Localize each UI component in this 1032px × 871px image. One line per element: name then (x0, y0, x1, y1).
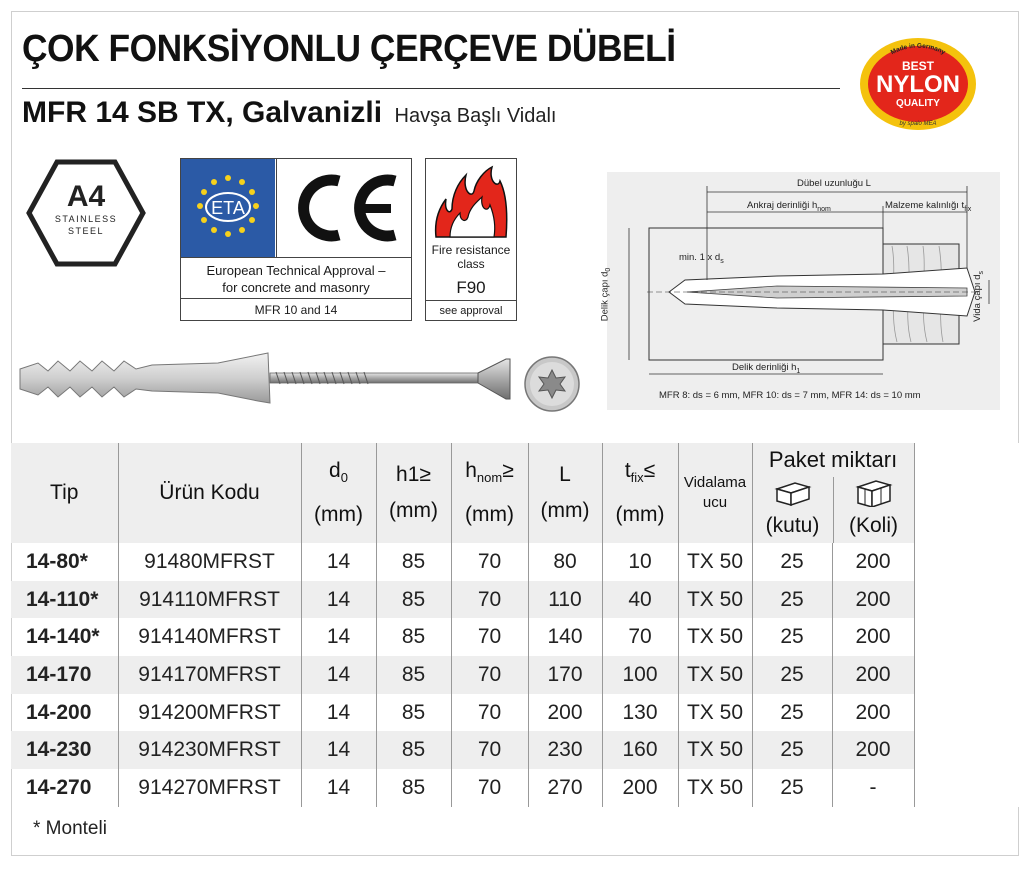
diagram-hole-diameter: Delik çapı $d_0$ (599, 267, 613, 322)
a4-grade-text: A4 (66, 180, 106, 213)
cell-tip: 14-80* (11, 543, 118, 581)
cell-d0: 14 (301, 543, 376, 581)
cell-tfix: 100 (602, 656, 678, 694)
cell-length: 80 (528, 543, 602, 581)
cell-h1: 85 (376, 543, 451, 581)
header-d0: $d_0$ (mm) (301, 443, 376, 543)
cell-code: 914170MFRST (118, 656, 301, 694)
header-drive: Vidalama ucu (678, 443, 752, 543)
cell-d0: 14 (301, 656, 376, 694)
cell-spacer (914, 656, 1019, 694)
cell-spacer (914, 543, 1019, 581)
cell-code: 914140MFRST (118, 618, 301, 656)
header-package (752, 443, 914, 543)
cell-hnom: 70 (451, 543, 528, 581)
cell-tip: 14-110* (11, 581, 118, 619)
header-kutu-label: (kutu) (765, 514, 820, 537)
table-header-row (11, 443, 1019, 543)
cell-kutu: 25 (752, 543, 832, 581)
diagram-footnote: MFR 8: ds = 6 mm, MFR 10: ds = 7 mm, MFR 14: ds = 10 mm (659, 390, 921, 401)
cell-kutu: 25 (752, 769, 832, 807)
product-image-anchor-with-screw (18, 345, 518, 415)
cell-spacer (914, 769, 1019, 807)
a4-line2-text: STEEL (67, 226, 105, 236)
cell-d0: 14 (301, 731, 376, 769)
diagram-anchor-depth: Ankraj derinliği $h_{nom}$ (747, 200, 831, 213)
page-title: ÇOK FONKSİYONLU ÇERÇEVE DÜBELİ (22, 28, 676, 70)
diagram-material-thickness: Malzeme kalınlığı $t_{fix}$ (885, 200, 972, 213)
cell-code: 91480MFRST (118, 543, 301, 581)
cell-hnom: 70 (451, 618, 528, 656)
cell-kutu: 25 (752, 656, 832, 694)
box-icon (773, 477, 813, 507)
cell-length: 170 (528, 656, 602, 694)
cell-drive: TX 50 (678, 731, 752, 769)
fire-line2: class (457, 257, 485, 271)
header-hnom: $h_{nom}\ge$ (mm) (451, 443, 528, 543)
eta-approval-line1: European Technical Approval – (206, 263, 386, 278)
table-row (11, 656, 1019, 694)
eta-approval-box (180, 158, 412, 321)
flame-icon (426, 159, 516, 241)
header-carton-unit (834, 477, 914, 543)
cell-d0: 14 (301, 694, 376, 732)
cell-hnom: 70 (451, 769, 528, 807)
table-row (11, 618, 1019, 656)
cell-drive: TX 50 (678, 543, 752, 581)
header-code: Ürün Kodu (118, 443, 301, 543)
fire-resistance-box (425, 158, 517, 321)
cell-tfix: 40 (602, 581, 678, 619)
badge-bottom-text: by spalo MEA (899, 121, 937, 127)
cell-d0: 14 (301, 769, 376, 807)
cell-tip: 14-140* (11, 618, 118, 656)
a4-stainless-steel-badge (25, 158, 147, 268)
header-box-unit (753, 477, 834, 543)
cell-length: 270 (528, 769, 602, 807)
cell-code: 914110MFRST (118, 581, 301, 619)
cell-d0: 14 (301, 581, 376, 619)
cell-hnom: 70 (451, 581, 528, 619)
footnote-monteli: * Monteli (33, 818, 107, 839)
table-row (11, 543, 1019, 581)
cell-length: 200 (528, 694, 602, 732)
fire-class-text (426, 243, 516, 271)
cell-koli: 200 (832, 543, 914, 581)
cell-code: 914200MFRST (118, 694, 301, 732)
header-h1: h1≥ (mm) (376, 443, 451, 543)
cell-hnom: 70 (451, 731, 528, 769)
cell-hnom: 70 (451, 694, 528, 732)
product-name: MFR 14 SB TX, Galvanizli (22, 96, 383, 129)
cell-spacer (914, 694, 1019, 732)
installation-diagram (599, 172, 1000, 410)
cell-d0: 14 (301, 618, 376, 656)
cell-tip: 14-170 (11, 656, 118, 694)
eta-approval-line2: for concrete and masonry (222, 280, 370, 295)
cell-tip: 14-200 (11, 694, 118, 732)
table-row (11, 581, 1019, 619)
cell-length: 230 (528, 731, 602, 769)
cell-h1: 85 (376, 731, 451, 769)
eta-text: ETA (211, 198, 245, 218)
cell-h1: 85 (376, 694, 451, 732)
cell-koli: 200 (832, 656, 914, 694)
cell-tfix: 130 (602, 694, 678, 732)
header-tfix: $t_{fix}\le$ (mm) (602, 443, 678, 543)
cell-koli: 200 (832, 581, 914, 619)
cell-drive: TX 50 (678, 769, 752, 807)
cell-length: 140 (528, 618, 602, 656)
fire-see-approval: see approval (426, 300, 516, 321)
header-length: L (mm) (528, 443, 602, 543)
cell-tfix: 200 (602, 769, 678, 807)
header-koli-label: (Koli) (849, 514, 899, 537)
title-divider (22, 88, 840, 89)
table-row (11, 694, 1019, 732)
product-description: Havşa Başlı Vidalı (394, 105, 557, 127)
cell-h1: 85 (376, 618, 451, 656)
table-row (11, 769, 1019, 807)
cell-kutu: 25 (752, 618, 832, 656)
cell-kutu: 25 (752, 581, 832, 619)
cell-tfix: 160 (602, 731, 678, 769)
cell-length: 110 (528, 581, 602, 619)
cell-koli: 200 (832, 618, 914, 656)
cell-drive: TX 50 (678, 581, 752, 619)
cell-h1: 85 (376, 769, 451, 807)
cell-hnom: 70 (451, 656, 528, 694)
diagram-screw-diameter: Vida çapı $d_s$ (971, 271, 985, 322)
cell-tip: 14-270 (11, 769, 118, 807)
eta-scope: MFR 10 and 14 (181, 298, 411, 321)
fire-rating: F90 (456, 278, 486, 297)
header-package-title: Paket miktarı (768, 447, 898, 472)
diagram-hole-depth: Delik derinliği $h_1$ (732, 362, 801, 375)
cell-h1: 85 (376, 581, 451, 619)
a4-line1-text: STAINLESS (54, 214, 118, 224)
cell-drive: TX 50 (678, 618, 752, 656)
diagram-dubel-length: Dübel uzunluğu L (797, 178, 871, 189)
diagram-min-label: min. 1 x $d_s$ (679, 252, 724, 265)
cell-tfix: 10 (602, 543, 678, 581)
cell-kutu: 25 (752, 731, 832, 769)
cell-tip: 14-230 (11, 731, 118, 769)
badge-quality-text: QUALITY (896, 98, 940, 109)
header-spacer (914, 443, 1019, 543)
badge-made-in-text: Made in Germany (889, 42, 947, 57)
ce-mark-icon (276, 159, 412, 257)
fire-line1: Fire resistance (431, 243, 511, 257)
eta-eu-stars-icon (181, 159, 275, 257)
header-tip: Tip (11, 443, 118, 543)
badge-nylon-text: NYLON (876, 71, 960, 98)
cell-drive: TX 50 (678, 656, 752, 694)
cell-spacer (914, 581, 1019, 619)
cell-h1: 85 (376, 656, 451, 694)
best-nylon-quality-badge (857, 34, 979, 134)
cell-spacer (914, 731, 1019, 769)
eta-approval-text (181, 257, 411, 297)
cell-code: 914230MFRST (118, 731, 301, 769)
product-subtitle (22, 96, 556, 130)
cell-drive: TX 50 (678, 694, 752, 732)
cell-koli: - (832, 769, 914, 807)
screw-head-torx-icon (523, 355, 581, 413)
specification-table (11, 443, 1019, 807)
cell-tfix: 70 (602, 618, 678, 656)
cell-koli: 200 (832, 694, 914, 732)
badge-best-text: BEST (901, 59, 935, 73)
cell-kutu: 25 (752, 694, 832, 732)
cell-koli: 200 (832, 731, 914, 769)
cell-code: 914270MFRST (118, 769, 301, 807)
table-row (11, 731, 1019, 769)
cell-spacer (914, 618, 1019, 656)
carton-icon (854, 477, 894, 507)
